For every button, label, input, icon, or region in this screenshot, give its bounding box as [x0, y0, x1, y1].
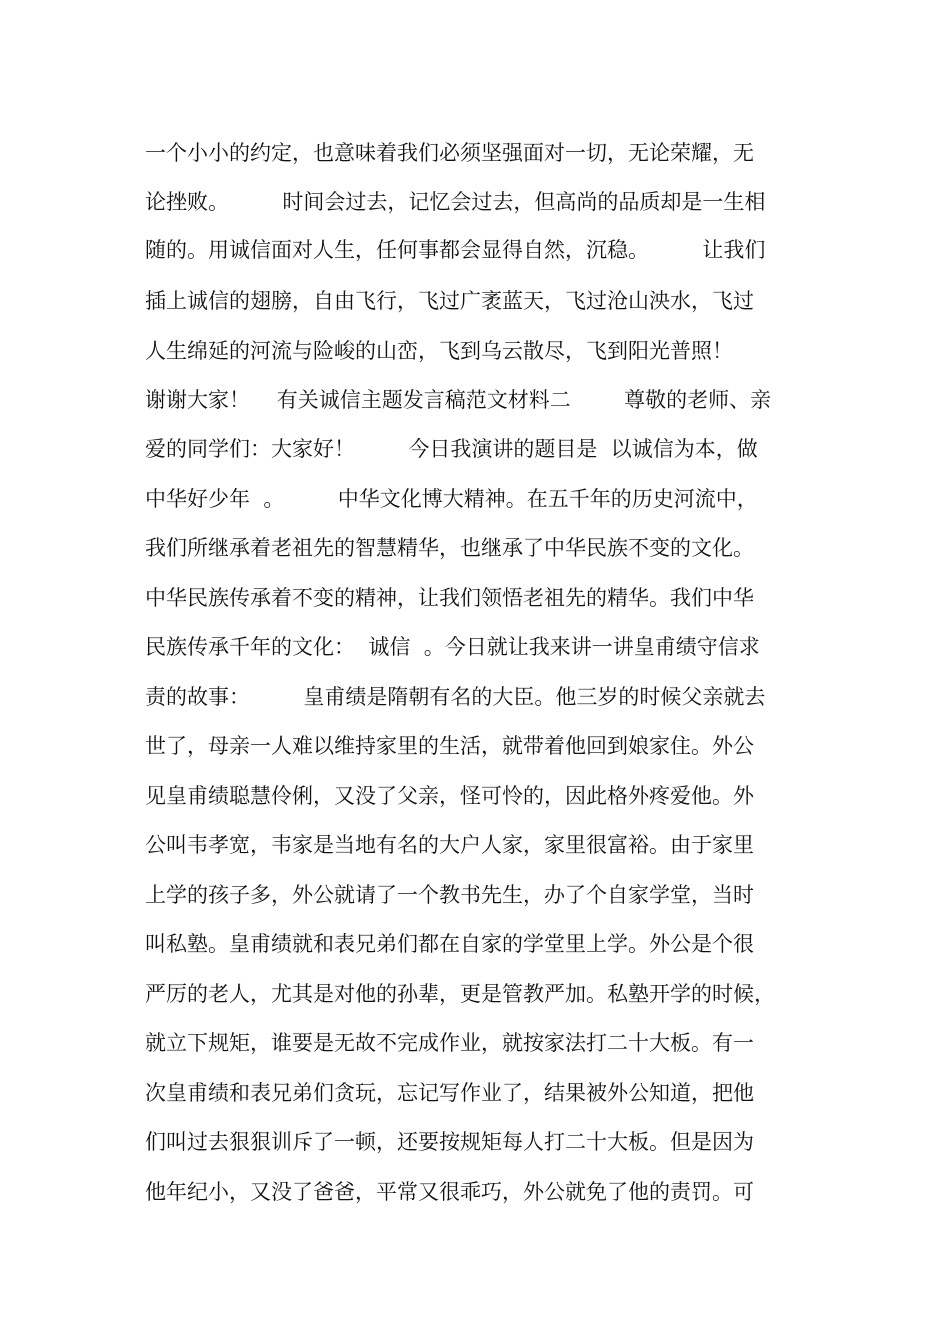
text-line: 责的故事： 皇甫绩是隋朝有名的大臣。他三岁的时候父亲就去 — [145, 685, 766, 709]
text-line: 他年纪小，又没了爸爸，平常又很乖巧，外公就免了他的责罚。可 — [145, 1180, 754, 1204]
text-line: 我们所继承着老祖先的智慧精华，也继承了中华民族不变的文化。 — [145, 536, 754, 560]
text-line: 见皇甫绩聪慧伶俐，又没了父亲，怪可怜的，因此格外疼爱他。外 — [145, 784, 754, 808]
text-line: 严厉的老人，尤其是对他的孙辈，更是管教严加。私塾开学的时候， — [145, 982, 775, 1006]
text-line: 中华民族传承着不变的精神，让我们领悟老祖先的精华。我们中华 — [145, 586, 754, 610]
text-line: 谢谢大家！ 有关诚信主题发言稿范文材料二 尊敬的老师、亲 — [145, 388, 772, 412]
text-line: 随的。用诚信面对人生，任何事都会显得自然，沉稳。 让我们 — [145, 238, 766, 262]
text-line: 世了，母亲一人难以维持家里的生活，就带着他回到娘家住。外公 — [145, 734, 754, 758]
text-line: 插上诚信的翅膀，自由飞行，飞过广袤蓝天，飞过沧山泱水，飞过 — [145, 289, 754, 313]
text-line: 们叫过去狠狠训斥了一顿，还要按规矩每人打二十大板。但是因为 — [145, 1130, 754, 1154]
text-line: 上学的孩子多，外公就请了一个教书先生，办了个自家学堂，当时 — [145, 883, 754, 907]
text-line: 叫私塾。皇甫绩就和表兄弟们都在自家的学堂里上学。外公是个很 — [145, 932, 754, 956]
text-line: 次皇甫绩和表兄弟们贪玩，忘记写作业了，结果被外公知道，把他 — [145, 1081, 754, 1105]
text-line: 一个小小的约定，也意味着我们必须坚强面对一切，无论荣耀，无 — [145, 141, 754, 165]
text-line: 公叫韦孝宽，韦家是当地有名的大户人家，家里很富裕。由于家里 — [145, 833, 754, 857]
text-line: 人生绵延的河流与险峻的山峦，飞到乌云散尽，飞到阳光普照！ — [145, 339, 733, 363]
text-line: 中华好少年 。 中华文化博大精神。在五千年的历史河流中， — [145, 487, 758, 511]
text-line: 民族传承千年的文化： 诚信 。今日就让我来讲一讲皇甫绩守信求 — [145, 635, 760, 659]
text-line: 就立下规矩，谁要是无故不完成作业，就按家法打二十大板。有一 — [145, 1031, 754, 1055]
text-line: 爱的同学们：大家好！ 今日我演讲的题目是 以诚信为本，做 — [145, 437, 758, 461]
text-line: 论挫败。 时间会过去，记忆会过去，但高尚的品质却是一生相 — [145, 190, 766, 214]
